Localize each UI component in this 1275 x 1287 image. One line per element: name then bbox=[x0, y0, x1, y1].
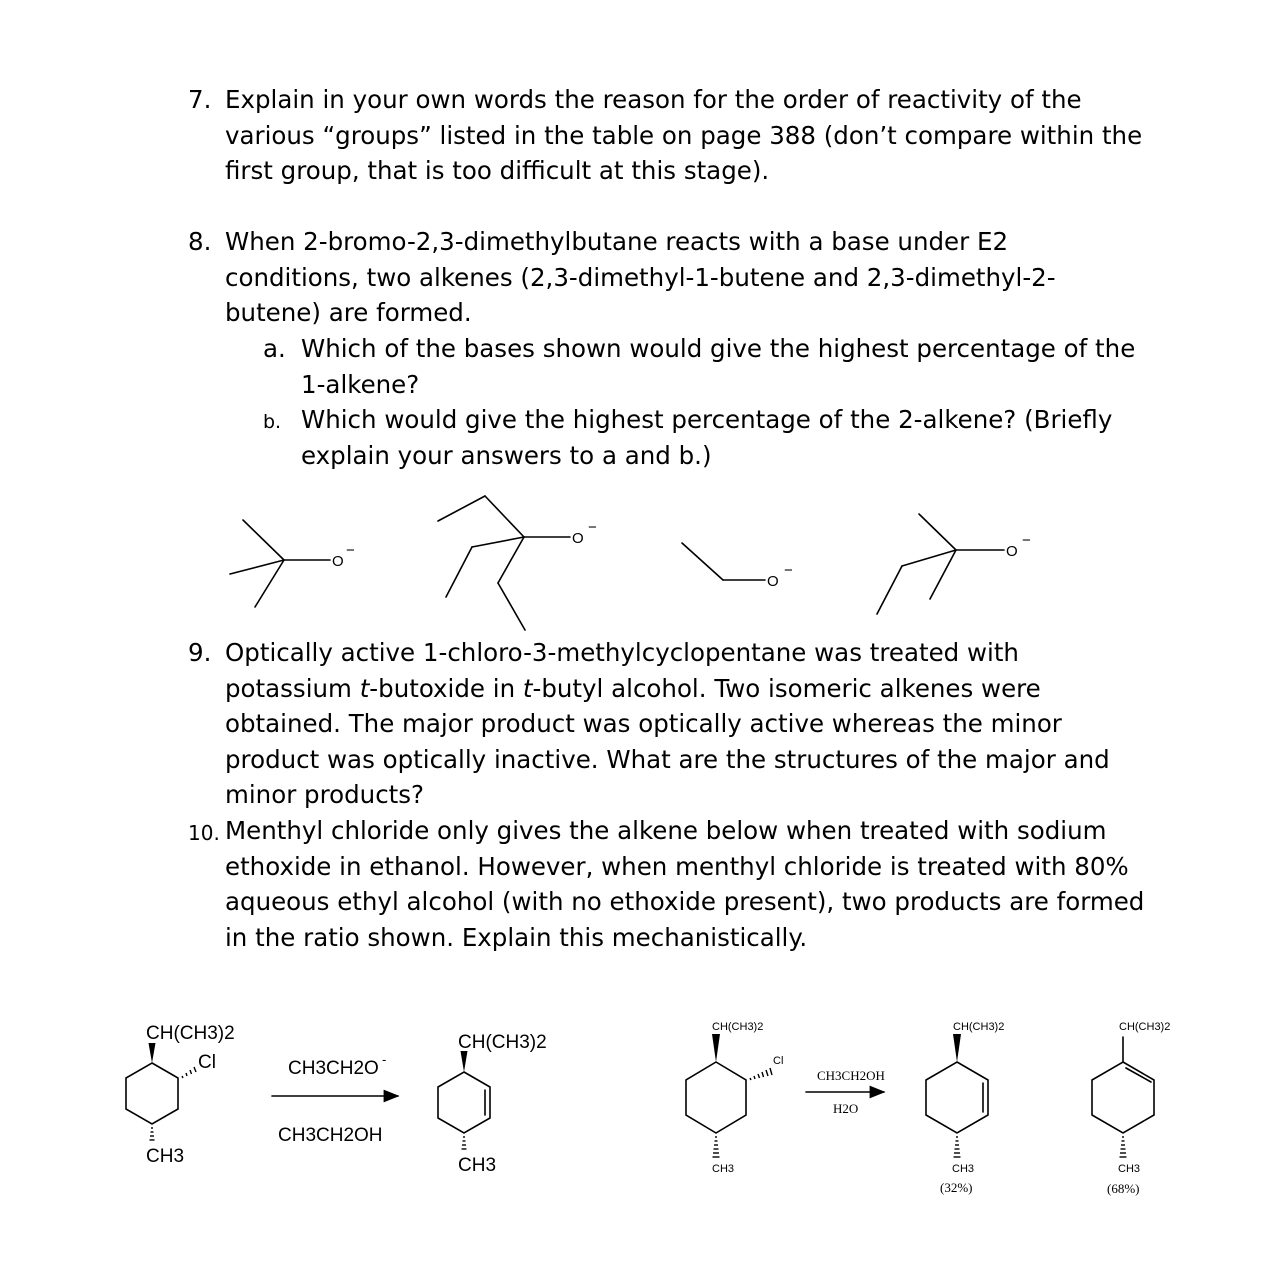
charge-label: − bbox=[346, 542, 355, 559]
scheme2-product2-percent: (68%) bbox=[1107, 1181, 1140, 1196]
scheme1-reagent-charge: - bbox=[382, 1052, 387, 1067]
scheme1-solvent: CH3CH2OH bbox=[278, 1125, 383, 1146]
scheme2-reactant-chloro: Cl bbox=[773, 1055, 784, 1067]
question-number: 8. bbox=[188, 227, 212, 256]
scheme2-solvent: H2O bbox=[833, 1101, 859, 1116]
scheme1-reactant-methyl: CH3 bbox=[146, 1146, 185, 1167]
question-number: 7. bbox=[188, 85, 212, 114]
charge-label: − bbox=[1022, 532, 1031, 549]
scheme1-reagent: CH3CH2O bbox=[288, 1058, 379, 1079]
question-text: Optically active 1-chloro-3-methylcyclopentane was treated with potassium t-butoxide in t-butyl alcohol. Two isomeric alkenes were obtained. The major product was optically active whereas the minor product was optically inactive. What are the structures of the major and minor products? bbox=[225, 638, 1110, 810]
scheme1-product-ring bbox=[438, 1072, 490, 1133]
base-tertiary-alkoxide-1 bbox=[438, 496, 570, 630]
scheme1-reactant-isopropyl: CH(CH3)2 bbox=[146, 1023, 235, 1044]
base-tertiary-alkoxide-2 bbox=[877, 514, 1004, 614]
scheme2-product1-percent: (32%) bbox=[940, 1180, 973, 1195]
scheme2-reactant-isopropyl: CH(CH3)2 bbox=[712, 1021, 764, 1033]
scheme2-product2-ring bbox=[1092, 1037, 1154, 1133]
wedge-bond bbox=[712, 1034, 720, 1062]
part-letter: a. bbox=[263, 334, 286, 363]
base-ethoxide bbox=[682, 543, 765, 580]
scheme2-reactant-methyl: CH3 bbox=[712, 1163, 735, 1175]
question-text: Menthyl chloride only gives the alkene below when treated with sodium ethoxide in ethanol. However, when menthyl chloride is treated with 80% aqueous ethyl alcohol (with no ethoxide present), two products are formed in the ratio shown. Explain this mechanistically. bbox=[225, 816, 1145, 952]
scheme1-product-isopropyl: CH(CH3)2 bbox=[458, 1032, 547, 1053]
part-letter: b. bbox=[263, 411, 282, 433]
wedge-bond bbox=[461, 1051, 468, 1072]
scheme1-reactant-chloro: Cl bbox=[198, 1052, 216, 1073]
oxygen-label: O bbox=[767, 573, 779, 590]
part-text: Which would give the highest percentage of the 2-alkene? (Briefly explain your answers to a and b.) bbox=[301, 405, 1113, 470]
scheme1-product-methyl: CH3 bbox=[458, 1155, 497, 1176]
oxygen-label: O bbox=[332, 553, 344, 570]
question-text: Explain in your own words the reason for the order of reactivity of the various “groups” listed in the table on page 388 (don’t compare within the first group, that is too difficult at this stage). bbox=[225, 85, 1143, 186]
oxygen-label: O bbox=[572, 530, 584, 547]
base-tert-butoxide bbox=[230, 520, 330, 607]
scheme2-product1-isopropyl: CH(CH3)2 bbox=[953, 1021, 1005, 1033]
part-text: Which of the bases shown would give the highest percentage of the 1-alkene? bbox=[301, 334, 1136, 399]
scheme2-reagent: CH3CH2OH bbox=[817, 1068, 885, 1083]
scheme2-product1-ring bbox=[926, 1062, 988, 1133]
question-number: 9. bbox=[188, 638, 212, 667]
scheme2-product2-methyl: CH3 bbox=[1118, 1163, 1141, 1175]
wedge-bond bbox=[953, 1034, 961, 1062]
scheme2-product1-methyl: CH3 bbox=[952, 1163, 975, 1175]
wedge-bond bbox=[149, 1043, 156, 1063]
scheme2-product2-isopropyl: CH(CH3)2 bbox=[1119, 1021, 1171, 1033]
charge-label: − bbox=[784, 562, 793, 579]
scheme2-reactant-ring bbox=[686, 1062, 746, 1133]
question-number: 10. bbox=[188, 821, 220, 845]
oxygen-label: O bbox=[1006, 543, 1018, 560]
charge-label: − bbox=[588, 519, 597, 536]
question-text: When 2-bromo-2,3-dimethylbutane reacts with a base under E2 conditions, two alkenes (2,3-dimethyl-1-butene and 2,3-dimethyl-2-butene) are formed. bbox=[225, 227, 1056, 328]
scheme1-reactant-ring bbox=[126, 1063, 178, 1124]
